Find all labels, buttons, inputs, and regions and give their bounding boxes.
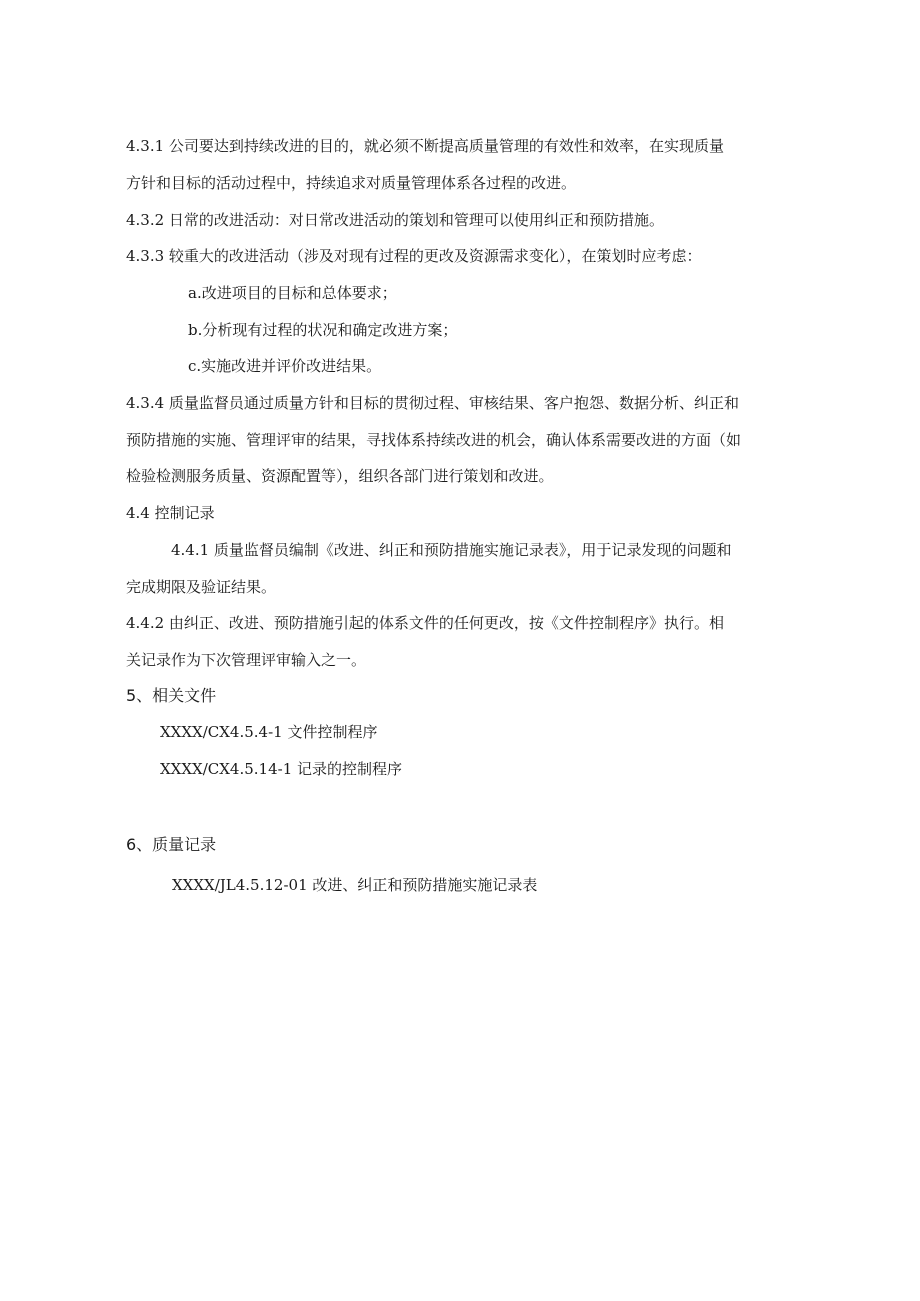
para-4-3-2: 4.3.2 日常的改进活动：对日常改进活动的策划和管理可以使用纠正和预防措施。 — [126, 211, 664, 229]
list-item-c: c.实施改进并评价改进结果。 — [188, 357, 382, 375]
para-4-4-2-line-2: 关记录作为下次管理评审输入之一。 — [126, 651, 367, 669]
para-4-4-2-line-1: 4.4.2 由纠正、改进、预防措施引起的体系文件的任何更改，按《文件控制程序》执行。相 — [126, 614, 724, 632]
para-4-4-1-line-1: 4.4.1 质量监督员编制《改进、纠正和预防措施实施记录表》，用于记录发现的问题和 — [171, 541, 732, 559]
para-4-3-4-line-2: 预防措施的实施、管理评审的结果，寻找体系持续改进的机会，确认体系需要改进的方面（如 — [126, 431, 742, 449]
list-item-a: a.改进项目的目标和总体要求； — [188, 284, 397, 302]
section-5-title: 5、相关文件 — [126, 686, 217, 705]
para-4-3-4-line-3: 检验检测服务质量、资源配置等），组织各部门进行策划和改进。 — [126, 467, 554, 485]
para-4-3-1-line-2: 方针和目标的活动过程中，持续追求对质量管理体系各过程的改进。 — [126, 174, 577, 192]
related-doc-1: XXXX/CX4.5.4-1 文件控制程序 — [160, 723, 378, 741]
para-4-3-4-line-1: 4.3.4 质量监督员通过质量方针和目标的贯彻过程、审核结果、客户抱怨、数据分析、纠正和 — [126, 394, 739, 412]
quality-record-1: XXXX/JL4.5.12-01 改进、纠正和预防措施实施记录表 — [172, 876, 538, 894]
list-item-b: b.分析现有过程的状况和确定改进方案； — [188, 321, 458, 339]
related-doc-2: XXXX/CX4.5.14-1 记录的控制程序 — [160, 760, 403, 778]
section-4-4-title: 4.4 控制记录 — [126, 504, 215, 522]
para-4-3-1-line-1: 4.3.1 公司要达到持续改进的目的，就必须不断提高质量管理的有效性和效率，在实现质量 — [126, 137, 724, 155]
para-4-3-3: 4.3.3 较重大的改进活动（涉及对现有过程的更改及资源需求变化），在策划时应考虑： — [126, 247, 702, 265]
para-4-4-1-line-2: 完成期限及验证结果。 — [126, 578, 277, 596]
section-6-title: 6、质量记录 — [126, 835, 217, 854]
